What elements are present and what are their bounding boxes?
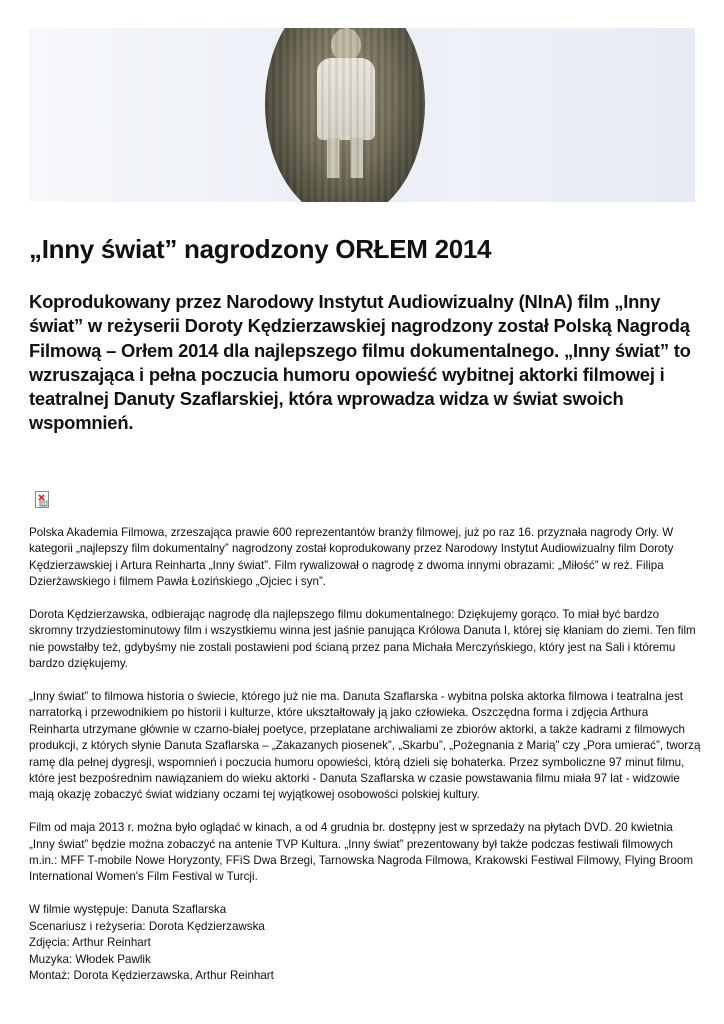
page-title: „Inny świat” nagrodzony ORŁEM 2014 bbox=[29, 234, 492, 264]
film-credits bbox=[29, 902, 701, 984]
credit-photography: Zdjęcia: Arthur Reinhart bbox=[29, 936, 151, 950]
archival-photo-icon bbox=[265, 28, 425, 202]
broken-image-icon bbox=[35, 491, 49, 508]
paragraph-quote: Dorota Kędzierzawska, odbierając nagrodę dla najlepszego filmu dokumentalnego: Dziękujemy gorąco. To miał być bardzo skromny trzydziestominutowy film i wszystkiemu winna jest jaśnie panująca Królowa Danuta I, której się kłaniam do ziemi. Ten film nie powstałby też, gdybyśmy nie zostali postawieni pod ścianą przez pana Michała Merczyńskiego, który jest na Sali i któremu bardzo dziękujemy. bbox=[29, 608, 696, 671]
credit-cast: W filmie występuje: Danuta Szaflarska bbox=[29, 903, 227, 917]
svg-text:01: 01 bbox=[41, 501, 47, 507]
lead-paragraph: Koprodukowany przez Narodowy Instytut Audiowizualny (NInA) film „Inny świat” w reżyserii Doroty Kędzierzawskiej nagrodzony został Polską Nagrodą Filmową – Orłem 2014 dla najlepszego filmu dokumentalnego. „Inny świat” to wzruszająca i pełna poczucia humoru opowieść wybitnej aktorki filmowej i teatralnej Danuty Szaflarskiej, która wprowadza widza w świat swoich wspomnień. bbox=[29, 291, 691, 434]
credit-music: Muzyka: Włodek Pawlik bbox=[29, 952, 151, 966]
paragraph-awards: Polska Akademia Filmowa, zrzeszająca prawie 600 reprezentantów branży filmowej, już po raz 16. przyznała nagrody Orły. W kategorii „najlepszy film dokumentalny” nagrodzony został koprodukowany przez Narodowy Instytut Audiowizualny film Doroty Kędzierzawskiej i Artura Reinharta „Inny świat”. Film rywalizował o nagrodę z dwoma innymi obrazami: „Miłość” w reż. Filipa Dzierżawskiego i filmem Pawła Łozińskiego „Ojciec i syn”. bbox=[29, 526, 674, 589]
article-body bbox=[29, 525, 701, 984]
header-banner bbox=[29, 28, 695, 202]
paragraph-description: „Inny świat” to filmowa historia o świecie, którego już nie ma. Danuta Szaflarska - wybitna polska aktorka filmowa i teatralna jest narratorką i przewodnikiem po historii i kulturze, które ukształtowały ją jako człowieka. Oszczędna forma i zdjęcia Arthura Reinharta utrzymane głównie w czarno-białej poetyce, przeplatane archiwaliami ze zbiorów aktorki, a także kadrami z filmowych produkcji, z których słynie Danuta Szaflarska – „Zakazanych piosenek”, „Skarbu”, „Pożegnania z Marią” czy „Pora umierać”, tworzą ramę dla pełnej dygresji, wspomnień i poczucia humoru opowieści, którą dzieli się bohaterka. Przez symboliczne 97 minut filmu, które jest bezpośrednim nawiązaniem do wieku aktorki - Danuta Szaflarska w czasie powstawania filmu miała 97 lat - widzowie mają okazję zobaczyć świat widziany oczami tej wyjątkowej osobowości polskiej kultury. bbox=[29, 690, 701, 802]
photo-texture bbox=[265, 28, 425, 202]
paragraph-distribution: Film od maja 2013 r. można było oglądać w kinach, a od 4 grudnia br. dostępny jest w sprzedaży na płytach DVD. 20 kwietnia „Inny świat” będzie można zobaczyć na antenie TVP Kultura. „Inny świat” prezentowany był także podczas festiwali filmowych m.in.: MFF T-mobile Nowe Horyzonty, FFiS Dwa Brzegi, Tarnowska Nagroda Filmowa, Krakowski Festiwal Filmowy, Flying Broom International Women's Film Festival w Turcji. bbox=[29, 821, 694, 884]
credit-director: Scenariusz i reżyseria: Dorota Kędzierzawska bbox=[29, 919, 265, 933]
credit-editing: Montaż: Dorota Kędzierzawska, Arthur Reinhart bbox=[29, 968, 274, 982]
